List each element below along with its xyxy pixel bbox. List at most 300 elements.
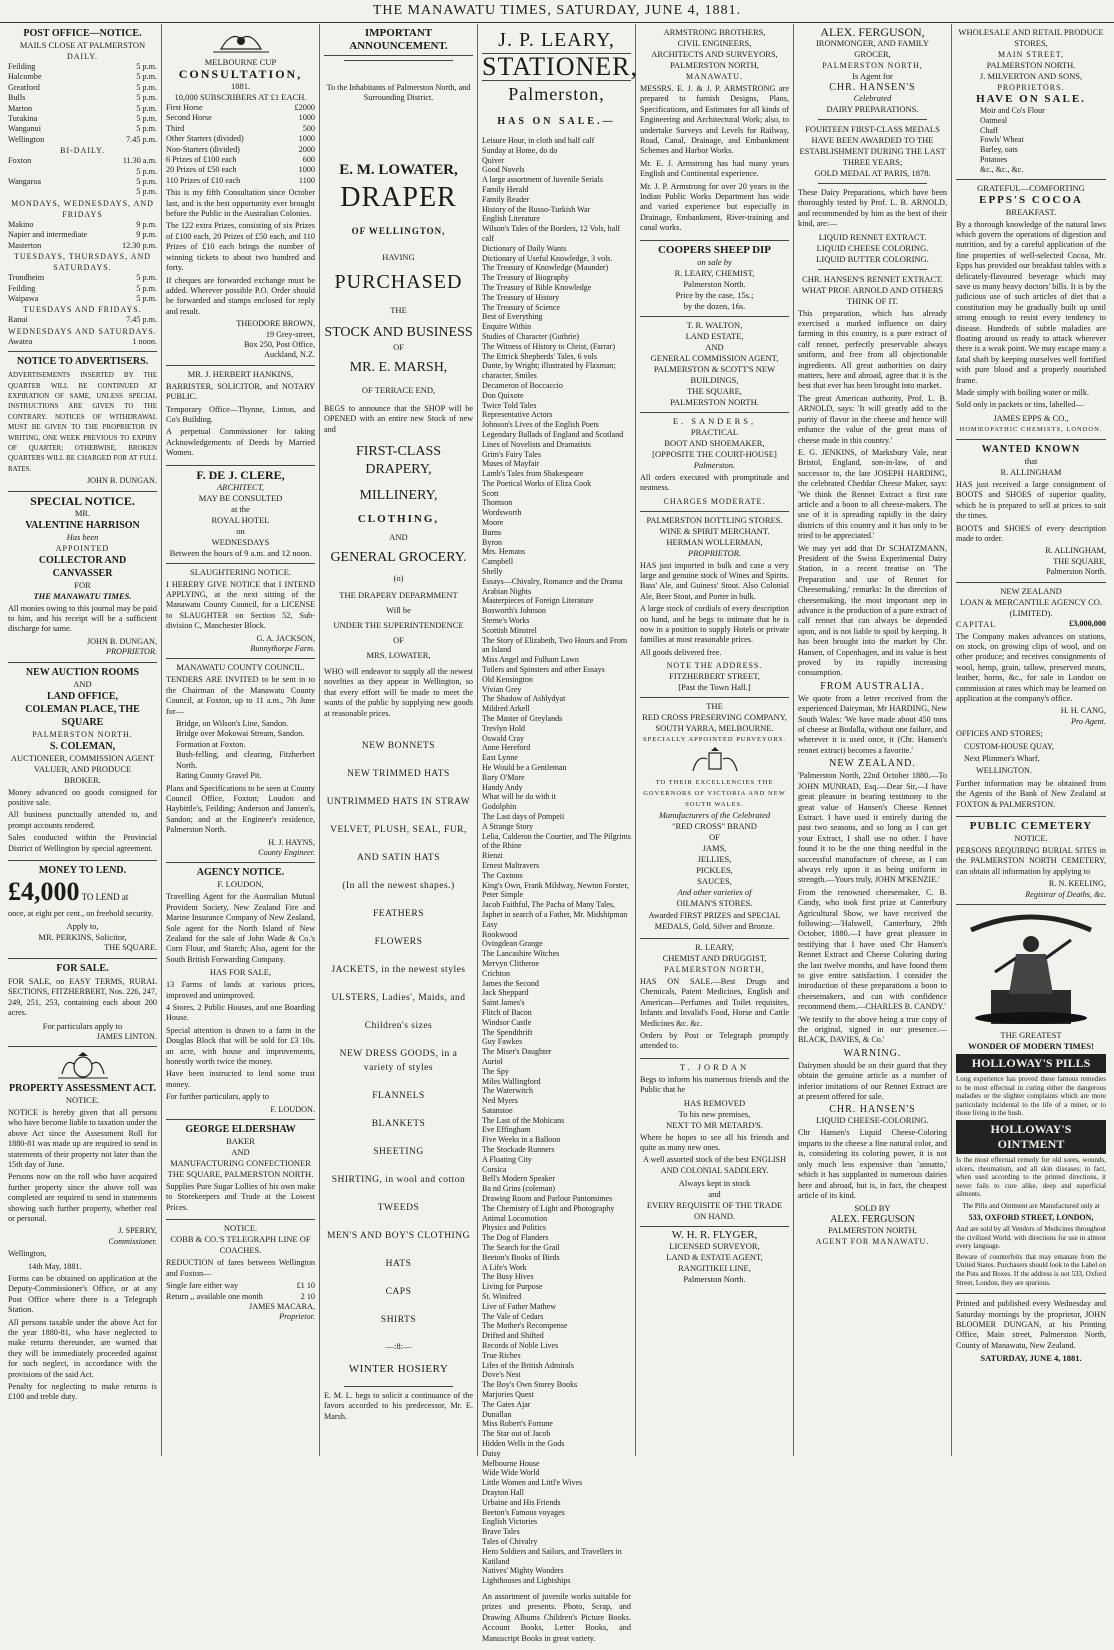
clere-role: ARCHITECT, xyxy=(217,481,264,492)
jordan-removed: HAS REMOVED xyxy=(683,1097,746,1108)
leary-book: Scottish Minstrel xyxy=(482,625,537,635)
leary-book: The Treasury of Knowledge (Maunder) xyxy=(482,263,609,273)
money-name: MR. PERKINS, Solicitor, xyxy=(38,932,127,943)
leary-book: Drayton Hall xyxy=(482,1487,524,1497)
council-item: Formation at Foxton. xyxy=(176,739,246,749)
produce-item: Moir and Co's Flour xyxy=(980,106,1045,115)
leary-book: Family Reader xyxy=(482,194,530,204)
leary-book: Leisure Hour, in cloth and half calf xyxy=(482,136,595,145)
armstrong-place: PALMERSTON NORTH, xyxy=(670,60,759,70)
holloway-text4: And are sold by all Vendors of Medicines throughout the civilized World, with directions for use in almost every language. xyxy=(956,1225,1106,1251)
jordan-next: NEXT TO MR METARD'S. xyxy=(666,1119,763,1130)
chemist-text2: Orders by Post or Telegraph promptly attended to. xyxy=(640,1031,789,1051)
leary-book: The Ettrick Shepherds' Tales, 6 vols xyxy=(482,351,597,361)
post-daily-row xyxy=(8,114,157,124)
announcement-title: IMPORTANT ANNOUNCEMENT. xyxy=(324,27,473,56)
agency-text3: 4 Stores, 2 Public Houses, and one Boarding House. xyxy=(166,1003,315,1023)
leary-book: History of the Russo-Turkish War xyxy=(482,204,591,214)
leary-book: Lines of Novelists and Dramatists xyxy=(482,439,591,449)
ferguson-celebrated: Celebrated xyxy=(853,93,892,103)
redcross-jams: JAMS, xyxy=(702,843,727,854)
coopers-place: Palmerston North. xyxy=(683,278,746,289)
post-ws-row xyxy=(8,337,157,347)
produce-prop: PROPRIETORS. xyxy=(997,83,1065,92)
auction-text3: Sales conducted within the Provincial District of Wellington by special agreement. xyxy=(8,833,157,853)
leary-book: Crichton xyxy=(482,968,510,978)
post-ws-time: 1 noon. xyxy=(132,336,157,346)
nzloan-text: The Company makes advances on stations, on stock, on growing clips of wool, and on other produce; and receives consignments of wool, hemp, grain, tallow, preserved meats, leather, horns, &c., for sale in London on commission at rates which may be learned on application at the company's office. xyxy=(956,631,1106,703)
leary-end: An assortment of juvenile works suitable for prizes and presents. Photo, Scrap, and Drawing Albums Children's Picture Books. Account Books, Letter Books, and Manuscript Books in great variety. xyxy=(482,1591,631,1643)
produce-items xyxy=(956,106,1106,175)
nzloan-capital-label: CAPITAL xyxy=(956,619,997,629)
clere-title: F. DE J. CLERE, xyxy=(196,467,285,482)
assessment-text3: Forms can be obtained on application at the Deputy-Commissioner's Office, or at any Post Office where there is a Telegraph Station. xyxy=(8,1274,157,1315)
allingham-square: THE SQUARE, xyxy=(1053,556,1106,566)
ferguson-sold-agent: AGENT FOR MANAWATU. xyxy=(815,1237,930,1247)
advertisers-text: ADVERTISEMENTS INSERTED BY THE QUARTER WILL BE CONTINUED AT EXPIRATION OF SAME, UNLESS SPECIAL INSTRUCTIONS ARE GIVEN TO THE CONTRARY. NOTICES OF WITHDRAWAL MUST BE GIVEN TO THE PROPRIETOR IN WRITING, ONE WEEK PREVIOUS TO EXPIRY OF QUARTER; OTHERWISE, BROKEN QUARTERS WILL BE CHARGED FOR AT FULL RATES. xyxy=(8,371,157,473)
walton-and: AND xyxy=(705,341,724,352)
eldershaw-title: GEORGE ELDERSHAW xyxy=(185,1124,296,1136)
announcement-end: E. M. L. begs to solicit a continuance of the favors accorded to his predecessor, Mr. E. Marsh. xyxy=(324,1391,473,1421)
post-daily-row xyxy=(8,124,157,134)
sanders-town: Palmerston. xyxy=(693,459,736,470)
coaches-single-price: £1 10 xyxy=(296,1281,315,1291)
assessment-text5: Penalty for neglecting to make returns is £100 and treble duty. xyxy=(8,1382,157,1402)
lowater-item: VELVET, PLUSH, SEAL, FUR, xyxy=(330,825,467,836)
armstrong-text: MESSRS. E. J. & J. P. ARMSTRONG are prepared to furnish Designs, Plans, Specifications, and Estimates for all kinds of Engineering and Architectural Work; also, to undertake Surveys and Levels for Railway, Road, Canal, Drainage, and Embankment Schemes and Harbor Works. xyxy=(640,84,789,156)
leary-book: Miles Wallingford xyxy=(482,1076,541,1086)
post-mwf-place: Makino xyxy=(8,219,34,229)
leary-book: Windsor Castle xyxy=(482,1017,532,1027)
coopers-price2: by the dozen, 16s. xyxy=(683,300,746,311)
announcement-draper: DRAPER xyxy=(340,181,457,213)
agency-name: F. LOUDON, xyxy=(217,879,264,890)
post-daily-time: 5 p.m. xyxy=(136,62,157,71)
coopers-on: on sale by xyxy=(697,256,732,267)
leary-book: Daisy xyxy=(482,1448,501,1458)
leary-book: A large assortment of Juvenile Serials xyxy=(482,175,603,185)
ferguson-medals: FOURTEEN FIRST-CLASS MEDALS HAVE BEEN AWARDED TO THE ESTABLISHMENT DURING THE LAST THREE YEARS; xyxy=(799,124,946,167)
produce-main: MAIN STREET, xyxy=(997,50,1065,59)
cup-prize-place: 20 Prizes of £50 each xyxy=(166,165,237,175)
leary-book: Wide Wide World xyxy=(482,1468,540,1478)
hankins-text3: A perpetual Commissioner for taking Acknowledgements of Deeds by Married Women. xyxy=(166,427,315,458)
bottling-note: NOTE THE ADDRESS. xyxy=(666,661,763,671)
ferguson-dairy: DAIRY PREPARATIONS. xyxy=(826,104,919,114)
slaughtering-text: I HEREBY GIVE NOTICE that I INTEND APPLYING, at the next sitting of the Manawatu County Council, for a LICENSE to SLAUGHTER on Section 52, Sub-division C, Manchester Block. xyxy=(166,579,315,631)
flyger-role2: LAND & ESTATE AGENT, xyxy=(666,1252,763,1263)
post-tf-heading: TUESDAYS AND FRIDAYS. xyxy=(23,305,142,315)
money-line xyxy=(8,877,157,907)
post-daily-time: 5 p.m. xyxy=(136,72,157,82)
cup-prize-row xyxy=(166,134,315,144)
coaches-row-single xyxy=(166,1281,315,1291)
ferguson-town: PALMERSTON NORTH, xyxy=(822,61,923,70)
slaughtering-signature: G. A. JACKSON, xyxy=(256,633,315,643)
masthead: THE MANAWATU TIMES, SATURDAY, JUNE 4, 1881. xyxy=(0,0,1114,23)
redcross-jellies: JELLIES, xyxy=(697,854,732,865)
post-bidaily-time: 5 p.m. xyxy=(136,166,157,176)
agency-text6: For further particulars, apply to xyxy=(166,1092,269,1102)
announcement-divider2: —:8:— xyxy=(385,1341,412,1352)
ferguson-agent: Is Agent for xyxy=(852,71,893,81)
council-item: Bridge over Mokowai Stream, Sandon. xyxy=(176,729,305,739)
lowater-item: UNTRIMMED HATS IN STRAW xyxy=(326,797,471,808)
post-mwf-place: Masterton xyxy=(8,240,42,250)
leary-book: St. Winifred xyxy=(482,1292,522,1302)
cup-addr2: Box 250, Post Office, xyxy=(243,339,315,349)
leary-book: A Life's Work xyxy=(482,1262,527,1272)
epps-breakfast: BREAKFAST. xyxy=(1005,206,1057,217)
leary-book: Don Quixote xyxy=(482,390,524,400)
county-council-ad xyxy=(166,659,315,863)
jordan-every: EVERY REQUISITE OF THE TRADE ON HAND. xyxy=(646,1200,783,1222)
leary-book: Living for Purpose xyxy=(482,1282,543,1292)
armstrong-district: MANAWATU. xyxy=(685,72,744,81)
announcement-winter: WINTER HOSIERY xyxy=(348,1363,449,1376)
leary-book: Flitch of Bacon xyxy=(482,1007,532,1017)
jordan-and: and xyxy=(708,1189,721,1200)
council-item: Bush-felling, and clearing, Fitzherbert North. xyxy=(176,750,315,770)
ferguson-text2: This preparation, which has already exercised a marked influence on dairy farming in this country, is a pure extract of calf rennet, perfectly preservable always uniform, and free from all objectionable ingredients. All great authorities on dairy matters, here and abroad, agree that it is the best that ever has been brought into market. xyxy=(798,308,947,391)
leary-book: Legendary Ballads of England and Scotland xyxy=(482,429,624,439)
hankins-text: BARRISTER, SOLICITOR, and NOTARY PUBLIC. xyxy=(166,381,315,402)
epps-co: JAMES EPPS & CO., xyxy=(993,412,1069,423)
leary-book: The Gates Ajar xyxy=(482,1399,531,1409)
auction-role3: BROKER. xyxy=(64,774,101,785)
announcement-grocery: GENERAL GROCERY. xyxy=(330,550,467,566)
money-title: MONEY TO LEND. xyxy=(38,865,127,877)
coaches-title: NOTICE. xyxy=(223,1223,258,1234)
assessment-text4: All persons taxable under the above Act for the year 1880-81, who have neglected to make returns thereunder, are warned that they will be immediately proceeded against for such neglect, in accordance with the provisions of the said Act. xyxy=(8,1317,157,1379)
leary-book: The Chemistry of Light and Photography xyxy=(482,1203,615,1213)
produce-town: PALMERSTON NORTH. xyxy=(986,60,1076,70)
post-bidaily-place: Wangaroa xyxy=(8,177,41,187)
leary-stationer-ad xyxy=(482,24,638,1650)
ferguson-l3: LIQUID BUTTER COLORING. xyxy=(816,253,929,264)
clere-may: MAY BE CONSULTED xyxy=(198,492,283,503)
walton-ad xyxy=(640,317,789,413)
armstrong-text3: Mr. J. P. Armstrong for over 20 years in the Indian Public Works Department has wide and varied experience but especially in Drainage, Embankment, River-training and canal works. xyxy=(640,181,789,233)
leary-book: The Shadow of Ashlydyat xyxy=(482,694,566,704)
walton-addr: PALMERSTON & SCOTT'S NEW BUILDINGS, xyxy=(653,363,776,385)
announcement-name: E. M. LOWATER, xyxy=(339,161,458,178)
announcement-under: UNDER THE SUPERINTENDENCE xyxy=(333,620,464,631)
leary-book: Records of Noble Lives xyxy=(482,1341,559,1351)
post-mwf-time: 9 p.m. xyxy=(136,230,157,240)
post-mwf-row xyxy=(8,230,157,240)
cup-prize-time: 1000 xyxy=(298,113,315,123)
walton-square: THE SQUARE, xyxy=(687,385,742,396)
post-daily-row xyxy=(8,104,157,114)
leary-book: Dove's Nest xyxy=(482,1370,521,1380)
leary-book: Eve Effingham xyxy=(482,1125,531,1135)
leary-book: Satanstoe xyxy=(482,1105,513,1115)
coaches-return-label: Return ,, available one month xyxy=(166,1291,263,1301)
flyger-role: LICENSED SURVEYOR, xyxy=(669,1241,760,1252)
cobb-coaches-ad xyxy=(166,1220,315,1326)
coaches-return-price: 2 10 xyxy=(300,1291,315,1301)
leary-book: Bell's Modern Speaker xyxy=(482,1174,555,1184)
agency-signature: F. LOUDON. xyxy=(270,1104,315,1114)
lowater-item: (In all the newest shapes.) xyxy=(342,881,455,892)
leary-book: Arabian Nights xyxy=(482,586,532,596)
nzloan-offices: OFFICES AND STORES; xyxy=(956,729,1043,739)
allingham-text2: BOOTS and SHOES of every description made to order. xyxy=(956,523,1106,543)
post-mwf-row xyxy=(8,220,157,230)
leary-book: Johnson's Lives of the English Poets xyxy=(482,420,599,430)
epps-sold: Sold only in packets or tins, labelled— xyxy=(956,400,1084,410)
leary-book: Grim's Fairy Tales xyxy=(482,449,541,459)
announcement-marsh: MR. E. MARSH, xyxy=(349,359,448,375)
cemetery-name: R. N. KEELING, xyxy=(1048,879,1106,889)
special-notice-proprietor: PROPRIETOR. xyxy=(105,647,157,657)
leary-book: Handy Andy xyxy=(482,782,523,792)
announcement-dept: THE DRAPERY DEPARMMENT xyxy=(339,590,458,601)
nzloan-quay: CUSTOM-HOUSE QUAY, xyxy=(964,741,1054,751)
post-tts-heading: TUESDAYS, THURSDAYS, AND SATURDAYS. xyxy=(13,252,152,273)
leary-book: Drawing Room and Parlour Pantomimes xyxy=(482,1194,613,1204)
nzloan-title: NEW ZEALAND xyxy=(1000,585,1062,596)
holloway-addr: 533, OXFORD STREET, LONDON, xyxy=(968,1213,1094,1223)
coaches-sub: COBB & CO.'S TELEGRAPH LINE OF COACHES. xyxy=(170,1234,311,1256)
leary-book: The Search for the Grail xyxy=(482,1243,560,1253)
nzloan-sig: H. H. CANG, xyxy=(1060,706,1106,716)
assessment-date2: 14th May, 1881. xyxy=(28,1261,82,1271)
post-mwf-time: 12.30 p.m. xyxy=(121,240,157,250)
jordan-to: To his new premises, xyxy=(678,1108,751,1119)
ferguson-chr3: CHR. HANSEN'S xyxy=(829,1104,916,1116)
leary-book: Little Women and Littl'e Wives xyxy=(482,1478,583,1488)
post-bidaily-time: 11.30 a.m. xyxy=(122,156,157,166)
imprint-date: SATURDAY, JUNE 4, 1881. xyxy=(980,1353,1082,1364)
announcement-begs: BEGS to announce that the SHOP will be OPENED with an entire new Stock of new and xyxy=(324,403,473,434)
cup-prize-row xyxy=(166,165,315,175)
lowater-item: MEN'S AND BOY'S CLOTHING xyxy=(327,1231,470,1242)
post-daily-place: Feilding xyxy=(8,62,36,71)
produce-item: &c., &c., &c. xyxy=(980,164,1024,174)
post-daily-heading: DAILY. xyxy=(66,52,99,61)
post-daily-row xyxy=(8,135,157,145)
lowater-item: FLOWERS xyxy=(374,937,423,948)
post-ws-place: Awatea xyxy=(8,336,33,346)
leary-book: Studies of Character (Guthrie) xyxy=(482,331,580,341)
assessment-text2: Persons now on the roll who have acquired further property since the above roll was completed are required to send in statements showing such further property, whether real or personal. xyxy=(8,1172,157,1223)
announcement-drapery: FIRST-CLASS DRAPERY, xyxy=(355,444,442,478)
post-tts-row xyxy=(8,284,157,294)
leary-book: The Lancashire Witches xyxy=(482,949,560,959)
redcross-oilman: OILMAN'S STORES. xyxy=(676,898,753,909)
post-daily-time: 7.45 p.m. xyxy=(126,134,157,144)
sanders-opp: [OPPOSITE THE COURT-HOUSE] xyxy=(652,448,777,459)
ferguson-chr2: CHR. HANSEN'S RENNET EXTRACT. xyxy=(802,273,943,284)
bottling-stores-ad xyxy=(640,512,789,699)
produce-on-sale: HAVE ON SALE. xyxy=(976,93,1086,105)
post-bidaily-row xyxy=(8,167,157,177)
eldershaw-ad xyxy=(166,1120,315,1220)
column-3 xyxy=(320,24,478,1456)
post-bidaily-time: 5 p.m. xyxy=(136,187,157,197)
jordan-ad xyxy=(640,1059,789,1227)
leary-book: The Treasury of Biography xyxy=(482,273,569,283)
cemetery-notice: NOTICE. xyxy=(1014,833,1048,844)
leary-book: Good Novels xyxy=(482,165,525,175)
column-6 xyxy=(794,24,952,1456)
epps-made: Made simply with boiling water or milk. xyxy=(956,388,1090,398)
leary-book: Anne Hereford xyxy=(482,743,531,753)
flyger-town: Palmerston North. xyxy=(683,1274,746,1285)
walton-town: PALMERSTON NORTH. xyxy=(670,396,759,407)
leary-book: The Master of Greylands xyxy=(482,714,563,724)
post-tts-time: 5 p.m. xyxy=(136,283,157,293)
produce-stores-ad xyxy=(956,24,1106,180)
leary-book: Bosworth's Johnson xyxy=(482,606,546,616)
hankins-title: MR. J. HERBERT HANKINS, xyxy=(187,368,294,379)
post-tts-place: Waipawa xyxy=(8,293,39,303)
new-auction-rooms xyxy=(8,663,157,861)
eldershaw-text: Supplies Pure Sugar Lollies of his own make to Storekeepers and Trade at the Lowest Prices. xyxy=(166,1182,315,1212)
leary-book: The Spendthrift xyxy=(482,1027,533,1037)
produce-item: Oatmeal xyxy=(980,115,1008,125)
assessment-date1: Wellington, xyxy=(8,1249,47,1259)
leary-book: Rory O'More xyxy=(482,772,525,782)
leary-book: Wilson's Tales of the Borders, 12 Vols, half calf xyxy=(482,224,621,243)
leary-book: The Stockade Runners xyxy=(482,1145,555,1155)
clere-at: at the xyxy=(231,503,250,514)
leary-book: Lifes of the British Admirals xyxy=(482,1360,574,1370)
lowater-item: FLANNELS xyxy=(372,1091,425,1102)
hankins-text2: Temporary Office—Thynne, Linton, and Co's Building. xyxy=(166,404,315,424)
flyger-ad xyxy=(640,1227,789,1289)
ferguson-warning: WARNING. xyxy=(843,1047,902,1059)
armstrong-text2: Mr. E. J. Armstrong has had many years English and Continental experience. xyxy=(640,158,789,179)
hankins-ad xyxy=(166,366,315,466)
leary-book: Dunallan xyxy=(482,1409,512,1419)
clere-on: on xyxy=(236,525,245,536)
coaches-role: Proprietor. xyxy=(279,1312,315,1322)
leary-book: Urbaine and His Friends xyxy=(482,1497,561,1507)
agency-text2: 13 Farms of lands at various prices, improved and unimproved. xyxy=(166,980,315,1000)
produce-item: Chaff xyxy=(980,125,999,135)
leary-book: The Caxtons xyxy=(482,870,523,880)
leary-book: Best of Everything xyxy=(482,312,543,322)
sanders-role2: BOOT AND SHOEMAKER, xyxy=(664,437,765,448)
post-tts-row xyxy=(8,294,157,304)
notice-to-advertisers xyxy=(8,352,157,491)
for-sale-notice xyxy=(8,959,157,1047)
for-sale-name: JAMES LINTON. xyxy=(96,1031,157,1041)
allingham-sig: R. ALLINGHAM, xyxy=(1045,546,1106,556)
slaughtering-farm: Bunnythorpe Farm. xyxy=(250,644,315,654)
leary-book: The Boy's Own Storey Books xyxy=(482,1380,578,1390)
redcross-place: SOUTH YARRA, MELBOURNE. xyxy=(655,723,774,734)
cup-signature: THEODORE BROWN, xyxy=(236,319,315,329)
cup-prize-row xyxy=(166,103,315,113)
royal-crest-icon xyxy=(48,1052,118,1080)
post-mwf-heading: MONDAYS, WEDNESDAYS, AND FRIDAYS xyxy=(11,198,154,219)
allingham-title: WANTED KNOWN xyxy=(981,443,1081,455)
redcross-the: THE xyxy=(706,701,723,712)
epps-text: By a thorough knowledge of the natural laws which govern the operations of digestion and nutrition, and by a careful application of the fine properties of well-selected Cocoa, Mr. Epps has provided our breakfast tables with a delicately-flavoured beverage which may save us many heavy doctors' bills. It is by the judicious use of such articles of diet that a constitution may be gradually built up until strong enough to resist every tendency to disease. Hundreds of subtle maladies are floating around us ready to attack wherever there is a weak point. We may escape many a fatal shaft by keeping ourselves well fortified with pure blood and a properly nourished frame. xyxy=(956,219,1106,385)
leary-book: Thomson xyxy=(482,498,513,508)
eldershaw-role: BAKER xyxy=(226,1136,255,1147)
crest-icon xyxy=(201,29,281,55)
post-bidaily-row xyxy=(8,156,157,166)
ferguson-sold-town: PALMERSTON NORTH, xyxy=(828,1225,917,1236)
lowater-item: FEATHERS xyxy=(373,909,424,920)
epps-cocoa-ad xyxy=(956,180,1106,440)
cup-text1: This is my fifth Consultation since October last, and is the best opportunity ever brought before the Public in the Australian Colonies. xyxy=(166,188,315,219)
redcross-award: Awarded FIRST PRIZES and SPECIAL MEDALS, Gold, Silver and Bronze. xyxy=(648,911,781,931)
coat-of-arms-icon xyxy=(685,747,745,775)
leary-book: East Lynne xyxy=(482,753,518,763)
column-5 xyxy=(636,24,794,1456)
leary-stationer: STATIONER, xyxy=(482,52,638,81)
cup-prize-place: Second Horse xyxy=(166,113,212,123)
agency-title: AGENCY NOTICE. xyxy=(196,867,285,879)
leary-book: The Treasury of History xyxy=(482,292,560,302)
announcement-divider: (o) xyxy=(393,573,404,584)
walton-role2: GENERAL COMMISSION AGENT, xyxy=(650,352,779,363)
sanders-ad xyxy=(640,413,789,512)
announcement-terrace: OF TERRACE END, xyxy=(361,384,436,395)
leary-book: Lamb's Tales from Shakespeare xyxy=(482,469,584,479)
column-1 xyxy=(4,24,162,1456)
nz-loan-ad xyxy=(956,583,1106,818)
cemetery-text: PERSONS REQUIRING BURIAL SITES in the PALMERSTON NORTH CEMETERY, can obtain all information by applying to xyxy=(956,846,1106,876)
post-bidaily-row xyxy=(8,187,157,197)
produce-title: WHOLESALE AND RETAIL PRODUCE STORES, xyxy=(958,27,1104,48)
auction-and: AND xyxy=(73,678,92,689)
leary-book: The Star out of Jacob xyxy=(482,1429,551,1439)
cup-prize-time: 1000 xyxy=(298,134,315,144)
leary-book: Dictionary of Daily Wants xyxy=(482,243,567,253)
special-notice-for: FOR xyxy=(74,579,91,590)
cup-prize-time: 1100 xyxy=(298,175,315,185)
cup-prize-rows xyxy=(166,103,315,186)
leary-book: Rienzi xyxy=(482,851,503,861)
cup-subscribers: 10,000 SUBSCRIBERS AT £1 EACH. xyxy=(174,92,307,102)
jordan-text: Begs to inform his numerous friends and the Public that he xyxy=(640,1074,789,1095)
money-apply: Apply to, xyxy=(66,921,99,932)
bottling-title: PALMERSTON BOTTLING STORES. xyxy=(646,514,783,525)
post-bidaily-rows xyxy=(8,156,157,198)
cup-consultation: CONSULTATION, xyxy=(178,67,303,81)
for-sale-text: FOR SALE, on EASY TERMS, RURAL SECTIONS, FITZHERBERT, Nos. 226, 247, 249, 251, 253, containing each about 200 acres. xyxy=(8,976,157,1018)
nzloan-text2: Further information may be obtained from the Agents of the Bank of New Zealand at FOXTON & PALMERSTON. xyxy=(956,778,1106,809)
cup-addr3: Auckland, N.Z. xyxy=(264,350,315,360)
post-daily-place: Wellington xyxy=(8,134,45,144)
leary-book: The Busy Hives xyxy=(482,1272,534,1282)
cup-prize-place: Third xyxy=(166,123,185,133)
holloway-ad xyxy=(956,905,1106,1294)
leary-book: Mildred Arkell xyxy=(482,704,530,714)
leary-book: Physics and Politics xyxy=(482,1223,547,1233)
ferguson-text: These Dairy Preparations, which have been thoroughly tested by Prof. L. B. ARNOLD, and recommended by him as the best of their kind, are:— xyxy=(798,188,947,229)
coaches-row-return xyxy=(166,1292,315,1302)
leary-name: J. P. LEARY, xyxy=(498,29,615,51)
cemetery-role: Registrar of Deaths, &c. xyxy=(1025,889,1106,899)
leary-book: The Dog of Flanders xyxy=(482,1233,549,1243)
post-ws-heading: WEDNESDAYS AND SATURDAYS. xyxy=(8,326,157,336)
leary-book: Drifted and Shifted xyxy=(482,1331,544,1341)
auction-town: PALMERSTON NORTH. xyxy=(32,729,133,739)
money-place: THE SQUARE. xyxy=(104,943,157,953)
lowater-item: JACKETS, in the newest styles xyxy=(331,965,466,976)
post-daily-place: Greatford xyxy=(8,82,40,92)
leary-book: Miss Angel and Fulham Lawn xyxy=(482,655,579,665)
council-text2: Plans and Specifications to be seen at County Council Office, Foxton; Loudon and Haybittle's, Feilding; Anderson and Jansen's, Sandon; and at the Engineer's residence, Palmerston North. xyxy=(166,783,315,835)
